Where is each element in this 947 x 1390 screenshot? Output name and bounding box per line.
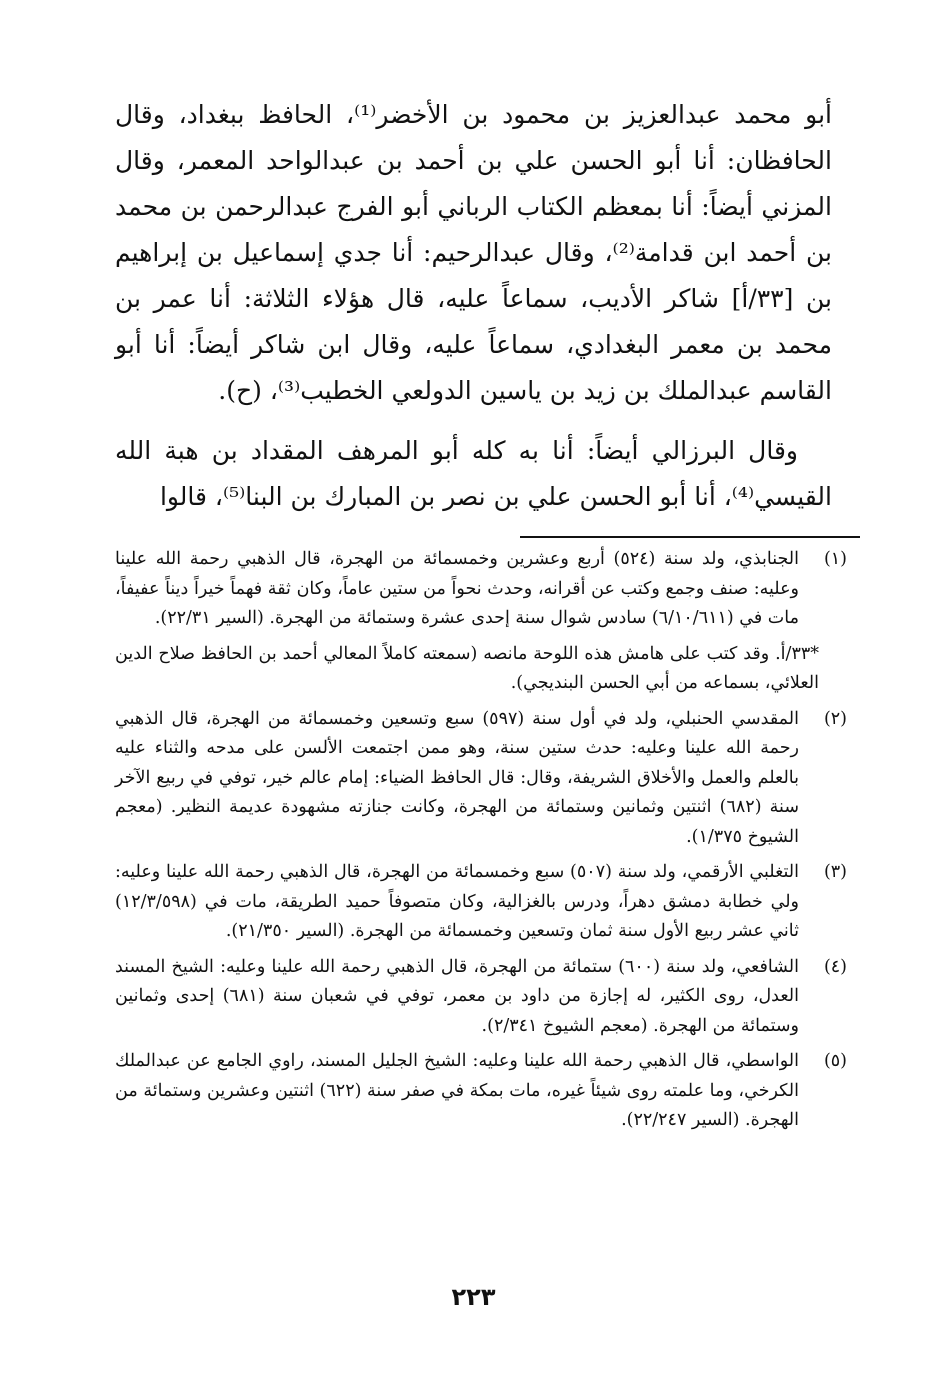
footnote-text: المقدسي الحنبلي، ولد في أول سنة (٥٩٧) سبع وتسعين وخمسمائة من الهجرة، قال الذهبي رحمة الله علينا وعليه: حدث ستين سنة، وهو ممن اجتمعت الألسن على مدحه والثناء عليه بالعلم والعمل والأخلاق الشريفة، وقال: قال الحافظ الضياء: إمام عالم خير، توفي في ربيع الآخر سنة (٦٨٢) اثنتين وثمانين وستمائة من الهجرة، وكانت جنازته مشهودة عديمة النظير. (معجم الشيوخ ١/٣٧٥). xyxy=(115,708,799,847)
footnote-number: (٣) xyxy=(823,862,847,882)
main-text xyxy=(115,92,832,520)
footnote-number: (٤) xyxy=(823,956,847,977)
footnote-text: الشافعي، ولد سنة (٦٠٠) ستمائة من الهجرة، قال الذهبي رحمة الله علينا وعليه: الشيخ المسند العدل، روى الكثير، له إجازة من داود بن معمر، توفي في شعبان سنة (٦٨١) إحدى وثمانين وستمائة من الهجرة. (معجم الشيوخ ٢/٣٤١). xyxy=(115,956,800,1036)
page-number: ٢٢٣ xyxy=(451,1283,496,1311)
footnote-4 xyxy=(115,953,847,1042)
main-paragraph-1: أبو محمد عبدالعزيز بن محمود بن الأخضر⁽¹⁾، الحافظ ببغداد، وقال الحافظان: أنا أبو الحسن علي بن أحمد بن عبدالواحد المعمر، وقال المزني أيضاً: أنا بمعظم الكتاب الرباني أبو الفرج عبدالرحمن بن محمد بن أحمد ابن قدامة⁽²⁾، وقال عبدالرحيم: أنا جدي إسماعيل بن إبراهيم بن [٣٣/أ] شاكر الأديب، سماعاً عليه، قال هؤلاء الثلاثة: أنا عمر بن محمد بن معمر البغدادي، سماعاً عليه، وقال ابن شاكر أيضاً: أنا أبو القاسم عبدالملك بن زيد بن ياسين الدولعي الخطيب⁽³⁾، (ح). xyxy=(115,100,832,405)
main-paragraph-2: وقال البرزالي أيضاً: أنا به كله أبو المرهف المقداد بن هبة الله القيسي⁽⁴⁾، أنا أبو الحسن علي بن نصر بن المبارك بن البنا⁽⁵⁾، قالوا xyxy=(115,436,832,511)
footnote-number: (٢) xyxy=(823,708,847,729)
footnotes xyxy=(115,545,847,1142)
footnote-number: (١) xyxy=(823,549,847,569)
footnote-text: التغلبي الأرقمي، ولد سنة (٥٠٧) سبع وخمسمائة من الهجرة، قال الذهبي رحمة الله علينا وعليه: ولي خطابة دمشق دهراً، ودرس بالغزالية، وكان متصوفاً حميد الطريقة، مات في (١٢/٣/٥٩٨) ثاني عشر ربيع الأول سنة ثمان وتسعين وخمسمائة من الهجرة. (السير ٢١/٣٥٠). xyxy=(115,862,799,941)
footnote-3 xyxy=(115,858,847,947)
footnote-divider xyxy=(520,536,860,538)
footnote-text: الجنابذي، ولد سنة (٥٢٤) أربع وعشرين وخمسمائة من الهجرة، قال الذهبي رحمة الله علينا وعليه: صنف وجمع وكتب عن أقرانه، وحدث نحواً من ستين عاماً، وكان ثقة فهماً خيراً ديناً عفيفاً، مات في (٦/١٠/٦١١) سادس شوال سنة إحدى عشرة وستمائة من الهجرة. (السير ٢٢/٣١). xyxy=(115,549,799,628)
footnote-2 xyxy=(115,705,847,853)
footnote-1 xyxy=(115,545,847,634)
footnote-5 xyxy=(115,1047,847,1136)
footnote-number: (٥) xyxy=(823,1051,847,1071)
footnote-margin-note: *٣٣/أ. وقد كتب على هامش هذه اللوحة مانصه (سمعته كاملاً المعالي أحمد بن الحافظ صلاح الدين العلائي، بسماعه من أبي الحسن البنديجي). xyxy=(115,643,819,693)
footnote-text: الواسطي، قال الذهبي رحمة الله علينا وعليه: الشيخ الجليل المسند، راوي الجامع عن عبدالملك الكرخي، وما علمته روى شيئاً غيره، مات بمكة في صفر سنة (٦٢٢) اثنتين وعشرين وستمائة من الهجرة. (السير ٢٢/٢٤٧). xyxy=(115,1051,799,1130)
